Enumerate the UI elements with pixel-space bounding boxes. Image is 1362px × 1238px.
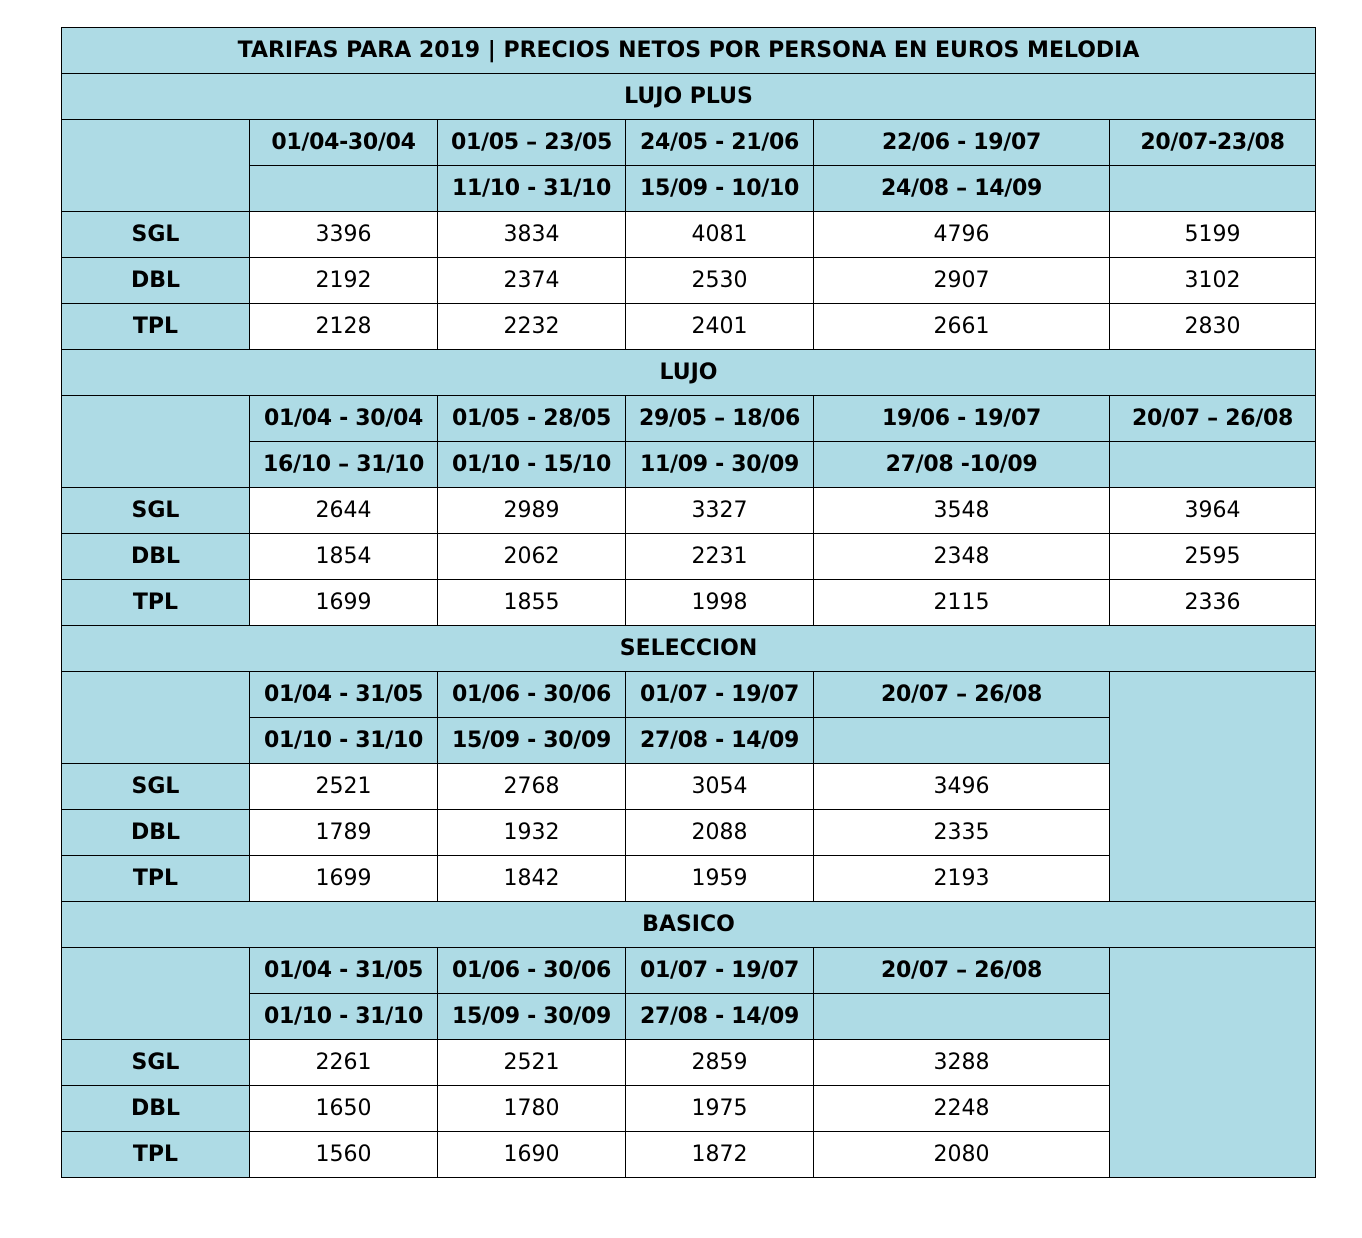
price-cell: 3834 — [438, 212, 626, 258]
rates-table — [61, 27, 1316, 1178]
price-cell: 3964 — [1110, 488, 1316, 534]
price-cell: 1699 — [250, 856, 438, 902]
period-cell: 01/04-30/04 — [250, 120, 438, 166]
price-cell: 1855 — [438, 580, 626, 626]
price-cell: 1780 — [438, 1086, 626, 1132]
section-header-row — [62, 74, 1316, 120]
price-cell: 2530 — [626, 258, 814, 304]
period-cell: 24/08 – 14/09 — [814, 166, 1110, 212]
period-cell: 20/07 – 26/08 — [814, 948, 1110, 994]
price-cell: 2336 — [1110, 580, 1316, 626]
period-cell: 29/05 – 18/06 — [626, 396, 814, 442]
empty-filler-cell — [1110, 672, 1316, 902]
section-title: LUJO PLUS — [62, 74, 1316, 120]
period-cell: 01/07 - 19/07 — [626, 672, 814, 718]
price-cell: 1699 — [250, 580, 438, 626]
price-cell: 1932 — [438, 810, 626, 856]
period-cell: 01/06 - 30/06 — [438, 672, 626, 718]
period-cell: 20/07 – 26/08 — [814, 672, 1110, 718]
period-cell: 01/06 - 30/06 — [438, 948, 626, 994]
corner-cell — [62, 396, 250, 488]
price-cell: 1975 — [626, 1086, 814, 1132]
price-cell: 3548 — [814, 488, 1110, 534]
price-cell: 2080 — [814, 1132, 1110, 1178]
price-cell: 2088 — [626, 810, 814, 856]
table-row — [62, 304, 1316, 350]
table-row — [62, 488, 1316, 534]
price-cell: 1854 — [250, 534, 438, 580]
period-cell: 01/10 - 31/10 — [250, 718, 438, 764]
period-cell: 27/08 - 14/09 — [626, 718, 814, 764]
section-header-row — [62, 350, 1316, 396]
period-cell: 01/04 - 30/04 — [250, 396, 438, 442]
period-cell: 01/04 - 31/05 — [250, 672, 438, 718]
price-cell: 1789 — [250, 810, 438, 856]
room-type-label: TPL — [62, 580, 250, 626]
price-cell: 4796 — [814, 212, 1110, 258]
price-cell: 2335 — [814, 810, 1110, 856]
period-cell: 16/10 – 31/10 — [250, 442, 438, 488]
price-cell: 3288 — [814, 1040, 1110, 1086]
period-cell: 19/06 - 19/07 — [814, 396, 1110, 442]
price-cell: 1998 — [626, 580, 814, 626]
corner-cell — [62, 672, 250, 764]
table-row — [62, 212, 1316, 258]
table-row — [62, 580, 1316, 626]
price-cell: 2192 — [250, 258, 438, 304]
price-cell: 1690 — [438, 1132, 626, 1178]
price-cell: 2907 — [814, 258, 1110, 304]
room-type-label: DBL — [62, 1086, 250, 1132]
price-cell: 2644 — [250, 488, 438, 534]
period-cell: 27/08 - 14/09 — [626, 994, 814, 1040]
period-row — [62, 672, 1316, 718]
room-type-label: TPL — [62, 1132, 250, 1178]
price-cell: 3396 — [250, 212, 438, 258]
period-cell: 01/10 - 31/10 — [250, 994, 438, 1040]
period-cell — [814, 718, 1110, 764]
period-cell: 27/08 -10/09 — [814, 442, 1110, 488]
period-cell: 20/07-23/08 — [1110, 120, 1316, 166]
corner-cell — [62, 120, 250, 212]
room-type-label: TPL — [62, 304, 250, 350]
price-cell: 4081 — [626, 212, 814, 258]
price-cell: 2521 — [438, 1040, 626, 1086]
period-row — [62, 120, 1316, 166]
price-cell: 2521 — [250, 764, 438, 810]
period-cell: 01/10 - 15/10 — [438, 442, 626, 488]
price-cell: 1872 — [626, 1132, 814, 1178]
room-type-label: SGL — [62, 488, 250, 534]
period-cell: 01/05 - 28/05 — [438, 396, 626, 442]
price-cell: 2128 — [250, 304, 438, 350]
price-cell: 2248 — [814, 1086, 1110, 1132]
period-cell: 11/09 - 30/09 — [626, 442, 814, 488]
price-cell: 3054 — [626, 764, 814, 810]
period-cell: 20/07 – 26/08 — [1110, 396, 1316, 442]
price-cell: 5199 — [1110, 212, 1316, 258]
section-header-row — [62, 626, 1316, 672]
price-cell: 2062 — [438, 534, 626, 580]
table-title: TARIFAS PARA 2019 | PRECIOS NETOS POR PERSONA EN EUROS MELODIA — [62, 28, 1316, 74]
price-cell: 3102 — [1110, 258, 1316, 304]
price-cell: 1650 — [250, 1086, 438, 1132]
price-cell: 2231 — [626, 534, 814, 580]
empty-filler-cell — [1110, 948, 1316, 1178]
table-row — [62, 534, 1316, 580]
price-cell: 2830 — [1110, 304, 1316, 350]
period-row — [62, 396, 1316, 442]
room-type-label: TPL — [62, 856, 250, 902]
section-header-row — [62, 902, 1316, 948]
price-cell: 1842 — [438, 856, 626, 902]
price-cell: 2348 — [814, 534, 1110, 580]
period-cell — [814, 994, 1110, 1040]
period-row — [62, 166, 1316, 212]
price-cell: 2768 — [438, 764, 626, 810]
price-cell: 2232 — [438, 304, 626, 350]
room-type-label: DBL — [62, 810, 250, 856]
price-cell: 2989 — [438, 488, 626, 534]
room-type-label: SGL — [62, 212, 250, 258]
period-cell: 15/09 - 30/09 — [438, 718, 626, 764]
section-title: SELECCION — [62, 626, 1316, 672]
price-cell: 2661 — [814, 304, 1110, 350]
period-cell — [1110, 166, 1316, 212]
price-cell: 3496 — [814, 764, 1110, 810]
corner-cell — [62, 948, 250, 1040]
period-cell: 22/06 - 19/07 — [814, 120, 1110, 166]
period-cell: 01/05 – 23/05 — [438, 120, 626, 166]
price-cell: 3327 — [626, 488, 814, 534]
title-row — [62, 28, 1316, 74]
room-type-label: DBL — [62, 534, 250, 580]
period-row — [62, 948, 1316, 994]
period-row — [62, 442, 1316, 488]
period-cell: 24/05 - 21/06 — [626, 120, 814, 166]
room-type-label: DBL — [62, 258, 250, 304]
period-cell: 11/10 - 31/10 — [438, 166, 626, 212]
price-cell: 1959 — [626, 856, 814, 902]
period-cell — [250, 166, 438, 212]
section-title: BASICO — [62, 902, 1316, 948]
price-cell: 1560 — [250, 1132, 438, 1178]
table-row — [62, 258, 1316, 304]
price-cell: 2193 — [814, 856, 1110, 902]
price-cell: 2401 — [626, 304, 814, 350]
price-cell: 2859 — [626, 1040, 814, 1086]
room-type-label: SGL — [62, 764, 250, 810]
price-cell: 2115 — [814, 580, 1110, 626]
period-cell: 01/04 - 31/05 — [250, 948, 438, 994]
price-cell: 2374 — [438, 258, 626, 304]
period-cell: 15/09 - 10/10 — [626, 166, 814, 212]
room-type-label: SGL — [62, 1040, 250, 1086]
price-cell: 2595 — [1110, 534, 1316, 580]
price-cell: 2261 — [250, 1040, 438, 1086]
period-cell — [1110, 442, 1316, 488]
period-cell: 15/09 - 30/09 — [438, 994, 626, 1040]
section-title: LUJO — [62, 350, 1316, 396]
period-cell: 01/07 - 19/07 — [626, 948, 814, 994]
